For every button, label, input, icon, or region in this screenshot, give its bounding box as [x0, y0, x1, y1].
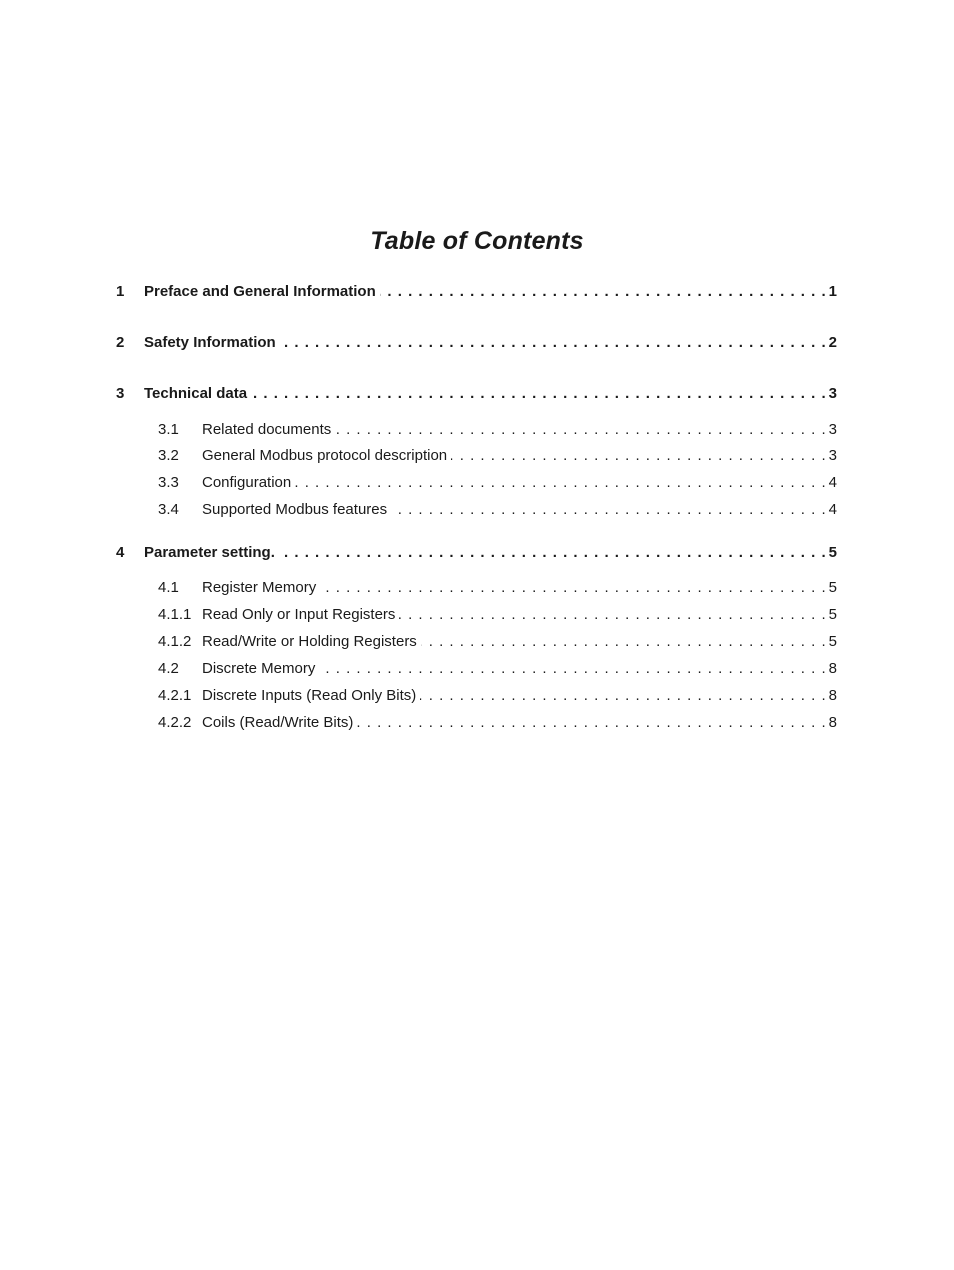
toc-entry-line [202, 420, 837, 440]
toc-entry-line [144, 282, 837, 302]
toc-dot-leader [399, 605, 825, 625]
toc-entry-page: 8 [828, 714, 837, 731]
toc-dot-leader [420, 686, 825, 706]
toc-entry-page: 4 [828, 474, 837, 491]
toc-dot-leader [391, 500, 826, 520]
toc-entry-page: 5 [828, 606, 837, 623]
toc-dot-leader [320, 578, 825, 598]
toc-entry-number: 3 [116, 385, 125, 402]
toc-entry-title: General Modbus protocol description [202, 447, 448, 464]
toc-entry-line [202, 500, 837, 520]
toc-dot-leader [279, 543, 826, 563]
toc-entry-title: Preface and General Information [144, 283, 376, 300]
toc-entry-title: Supported Modbus features [202, 501, 388, 518]
toc-entry [0, 384, 954, 404]
toc-entry-line [144, 384, 837, 404]
toc-dot-leader [421, 632, 826, 652]
toc-entry-number: 4.1.2 [158, 633, 192, 650]
toc-entry-line [202, 578, 837, 598]
toc-entry-number: 3.3 [158, 474, 179, 491]
toc-entry-title: Read Only or Input Registers [202, 606, 396, 623]
toc-entry-number: 4.2.1 [158, 687, 192, 704]
toc-entry [0, 578, 954, 598]
toc-entry-title: Coils (Read/Write Bits) [202, 714, 354, 731]
toc-entry [0, 659, 954, 679]
toc-entry [0, 632, 954, 652]
toc-entry-page: 5 [828, 544, 837, 561]
toc-entry-number: 3.1 [158, 421, 179, 438]
toc-entry-number: 4.1 [158, 579, 179, 596]
toc-entry [0, 282, 954, 302]
toc-entry-number: 4.1.1 [158, 606, 192, 623]
toc-entry-line [202, 713, 837, 733]
toc-entry [0, 543, 954, 563]
toc-entry-page: 5 [828, 579, 837, 596]
toc-entry-title: Technical data [144, 385, 248, 402]
toc-entry-number: 4.2.2 [158, 714, 192, 731]
toc-entry-number: 3.2 [158, 447, 179, 464]
toc-entry-page: 5 [828, 633, 837, 650]
toc-entry [0, 473, 954, 493]
toc-entry-page: 4 [828, 501, 837, 518]
toc-entry-title: Discrete Memory [202, 660, 316, 677]
toc-entry-number: 1 [116, 283, 125, 300]
toc-entry-page: 2 [828, 334, 837, 351]
toc-entry-number: 4 [116, 544, 125, 561]
toc-entry-page: 1 [828, 283, 837, 300]
toc-entry-number: 2 [116, 334, 125, 351]
toc-entry-number: 4.2 [158, 660, 179, 677]
toc-dot-leader [335, 420, 825, 440]
toc-entry-title: Related documents [202, 421, 332, 438]
toc-entry-line [144, 543, 837, 563]
toc-entry [0, 500, 954, 520]
toc-entry [0, 605, 954, 625]
toc-entry-title: Register Memory [202, 579, 317, 596]
toc-dot-leader [280, 333, 826, 353]
toc-entry-line [202, 446, 837, 466]
toc-entry-title: Configuration [202, 474, 292, 491]
toc-entry-page: 3 [828, 385, 837, 402]
toc-dot-leader [251, 384, 826, 404]
toc-entry-title: Discrete Inputs (Read Only Bits) [202, 687, 417, 704]
toc-entry-number: 3.4 [158, 501, 179, 518]
toc-dot-leader [357, 713, 825, 733]
toc-dot-leader [319, 659, 825, 679]
toc-entry-line [202, 659, 837, 679]
toc-entry-page: 8 [828, 660, 837, 677]
toc-entry-page: 8 [828, 687, 837, 704]
toc-entry-title: Read/Write or Holding Registers [202, 633, 417, 650]
toc-entry [0, 333, 954, 353]
toc-entry-page: 3 [828, 421, 837, 438]
toc-dot-leader [451, 446, 826, 466]
toc-entry-title: Safety Information [144, 334, 276, 351]
toc-dot-leader [380, 282, 826, 302]
toc-entry [0, 446, 954, 466]
page-title: Table of Contents [370, 227, 584, 255]
toc-entry-line [202, 605, 837, 625]
toc-entry-line [202, 686, 837, 706]
toc-entry [0, 713, 954, 733]
toc-entry-title: Parameter setting. [144, 544, 275, 561]
toc-entry-page: 3 [828, 447, 837, 464]
toc-dot-leader [295, 473, 825, 493]
toc-entry-line [202, 473, 837, 493]
toc-entry [0, 686, 954, 706]
toc-entry-line [202, 632, 837, 652]
toc-entry-line [144, 333, 837, 353]
toc-entry [0, 420, 954, 440]
